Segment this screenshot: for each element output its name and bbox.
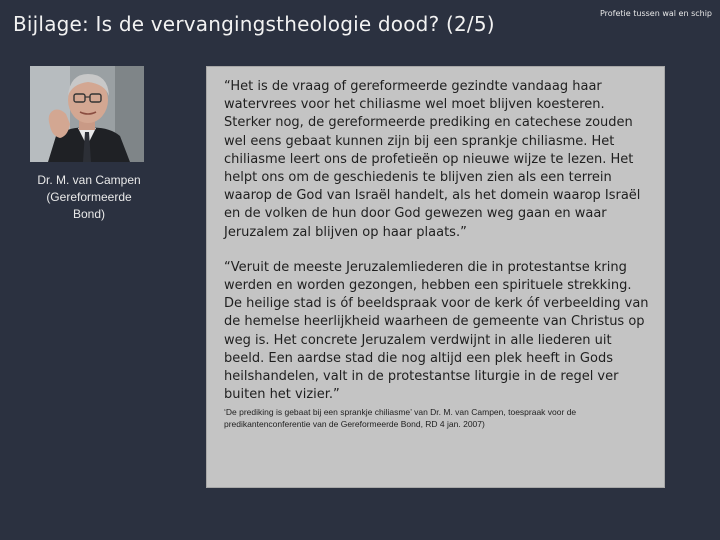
quote-box [206, 66, 665, 488]
caption-affiliation-2: Bond) [72, 207, 106, 221]
portrait-photo [30, 66, 144, 162]
slide-subtitle: Profetie tussen wal en schip [599, 9, 712, 18]
quote-1: “Het is de vraag of gereformeerde gezindte vandaag haar watervrees voor het chiliasme wel moet blijven koesteren. Sterker nog, de gereformeerde prediking en catechese zouden wel eens gebaat kunnen zijn bij een sprankje chiliasme. Het chiliasme leert ons de profetieën op nieuwe wijze te lezen. Het helpt ons om de geschiedenis te blijven zien als een terrein waarop de God van Israël handelt, als het domein waarop Israël en de volken de hun door God gewezen weg gaan en waar Jeruzalem zal blijven op haar plaats.” [224, 79, 641, 240]
quote-source: ‘De prediking is gebaat bij een sprankje chiliasme’ van Dr. M. van Campen, toespraak voor de predikantenconferentie van de Gereformeerde Bond, RD 4 jan. 2007) [224, 407, 577, 429]
quote-2: “Veruit de meeste Jeruzalemliederen die in protestantse kring werden en worden gezongen, hebben een spirituele strekking. De heilige stad is óf beeldspraak voor de kerk óf verbeelding van de hemelse heerlijkheid waarheen de gemeente van Christus op weg is. Het concrete Jeruzalem verdwijnt in alle liederen uit beeld. Een aardse stad die nog altijd een plek heeft in Gods heilshandelen, valt in de protestantse liturgie in de regel ver buiten het vizier.” [224, 259, 649, 403]
slide-title: Bijlage: Is de vervangingstheologie dood? (2/5) [13, 12, 495, 36]
caption-name: Dr. M. van Campen [37, 173, 141, 187]
caption-affiliation-1: (Gereformeerde [46, 190, 132, 204]
portrait-caption [28, 172, 150, 223]
